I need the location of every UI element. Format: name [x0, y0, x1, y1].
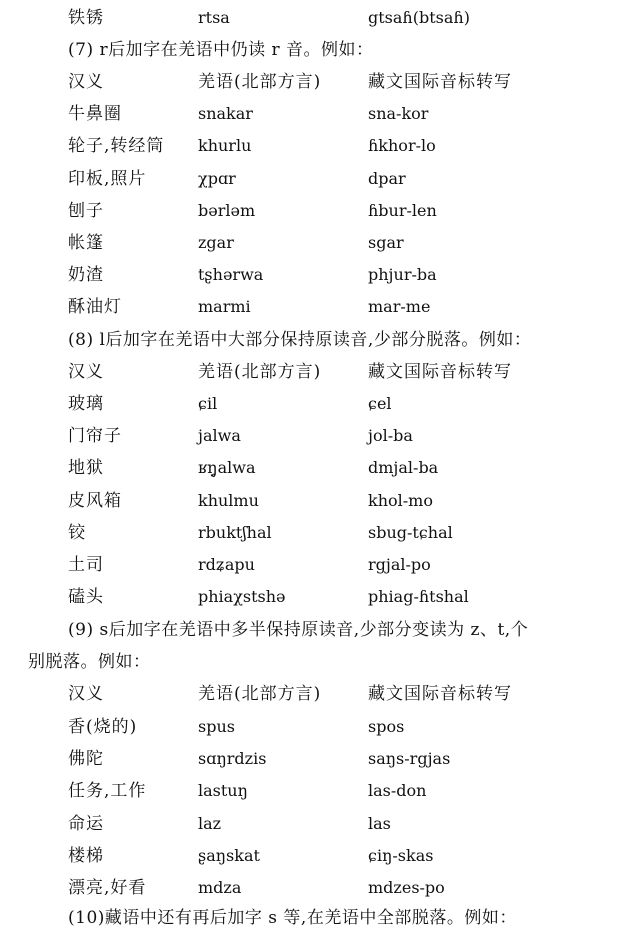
- chinese-gloss: 楼梯: [68, 846, 104, 866]
- tibetan-transliteration: khol-mo: [368, 491, 433, 510]
- qiang-form: sɑŋrdzis: [198, 749, 267, 768]
- tibetan-transliteration: spos: [368, 717, 405, 736]
- chinese-gloss: 铁锈: [68, 8, 104, 28]
- qiang-form: jalwa: [198, 426, 241, 445]
- qiang-form: ʁŋ̥alwa: [198, 458, 256, 477]
- tibetan-transliteration: mar-me: [368, 297, 431, 316]
- qiang-form: snakar: [198, 104, 253, 123]
- qiang-form: mdza: [198, 878, 242, 897]
- qiang-form: ɕil: [198, 394, 218, 413]
- qiang-form: tʂhərwa: [198, 265, 264, 284]
- qiang-form: spus: [198, 717, 235, 736]
- chinese-gloss: 磕头: [68, 587, 104, 607]
- header-qiang: 羌语(北部方言): [198, 362, 322, 382]
- header-qiang: 羌语(北部方言): [198, 684, 322, 704]
- tibetan-transliteration: las: [368, 814, 391, 833]
- tibetan-transliteration: dmjal-ba: [368, 458, 439, 477]
- header-tibetan: 藏文国际音标转写: [368, 362, 512, 382]
- qiang-form: rbuktʃhal: [198, 523, 272, 542]
- header-chinese: 汉义: [68, 684, 104, 704]
- tibetan-transliteration: ɕel: [368, 394, 392, 413]
- chinese-gloss: 地狱: [68, 458, 104, 478]
- chinese-gloss: 香(烧的): [68, 717, 138, 737]
- chinese-gloss: 帐篷: [68, 233, 104, 253]
- qiang-form: marmi: [198, 297, 251, 316]
- chinese-gloss: 佛陀: [68, 749, 104, 769]
- tibetan-transliteration: phjur-ba: [368, 265, 437, 284]
- tibetan-transliteration: sna-kor: [368, 104, 429, 123]
- qiang-form: lastuŋ: [198, 781, 248, 800]
- qiang-form: laz: [198, 814, 222, 833]
- qiang-form: rdʑapu: [198, 555, 255, 574]
- tibetan-transliteration: sgar: [368, 233, 404, 252]
- chinese-gloss: 奶渣: [68, 265, 104, 285]
- qiang-form: phiaχstshə: [198, 587, 286, 606]
- chinese-gloss: 牛鼻圈: [68, 104, 122, 124]
- header-qiang: 羌语(北部方言): [198, 72, 322, 92]
- chinese-gloss: 玻璃: [68, 394, 104, 414]
- tibetan-transliteration: ɦbur-len: [368, 201, 437, 220]
- chinese-gloss: 铰: [68, 523, 86, 543]
- chinese-gloss: 门帘子: [68, 426, 122, 446]
- tibetan-transliteration: gtsaɦ(btsaɦ): [368, 8, 470, 27]
- qiang-form: khurlu: [198, 136, 252, 155]
- tibetan-transliteration: las-don: [368, 781, 427, 800]
- chinese-gloss: 漂亮,好看: [68, 878, 147, 898]
- tibetan-transliteration: jol-ba: [368, 426, 413, 445]
- chinese-gloss: 土司: [68, 555, 104, 575]
- chinese-gloss: 命运: [68, 814, 104, 834]
- qiang-form: ʂaŋskat: [198, 846, 260, 865]
- qiang-form: zgar: [198, 233, 234, 252]
- chinese-gloss: 任务,工作: [68, 781, 147, 801]
- chinese-gloss: 印板,照片: [68, 169, 147, 189]
- chinese-gloss: 轮子,转经筒: [68, 136, 165, 156]
- qiang-form: rtsa: [198, 8, 230, 27]
- header-tibetan: 藏文国际音标转写: [368, 72, 512, 92]
- qiang-form: χpɑr: [198, 169, 236, 188]
- tibetan-transliteration: sbug-tɕhal: [368, 523, 453, 542]
- tibetan-transliteration: phiag-ɦtshal: [368, 587, 469, 606]
- tibetan-transliteration: ɦkhor-lo: [368, 136, 436, 155]
- header-chinese: 汉义: [68, 72, 104, 92]
- chinese-gloss: 酥油灯: [68, 297, 122, 317]
- tibetan-transliteration: saŋs-rgjas: [368, 749, 451, 768]
- qiang-form: khulmu: [198, 491, 259, 510]
- header-chinese: 汉义: [68, 362, 104, 382]
- chinese-gloss: 刨子: [68, 201, 104, 221]
- tibetan-transliteration: dpar: [368, 169, 406, 188]
- tibetan-transliteration: ɕiŋ-skas: [368, 846, 434, 865]
- qiang-form: bərləm: [198, 201, 256, 220]
- chinese-gloss: 皮风箱: [68, 491, 122, 511]
- header-tibetan: 藏文国际音标转写: [368, 684, 512, 704]
- tibetan-transliteration: rgjal-po: [368, 555, 431, 574]
- tibetan-transliteration: mdzes-po: [368, 878, 445, 897]
